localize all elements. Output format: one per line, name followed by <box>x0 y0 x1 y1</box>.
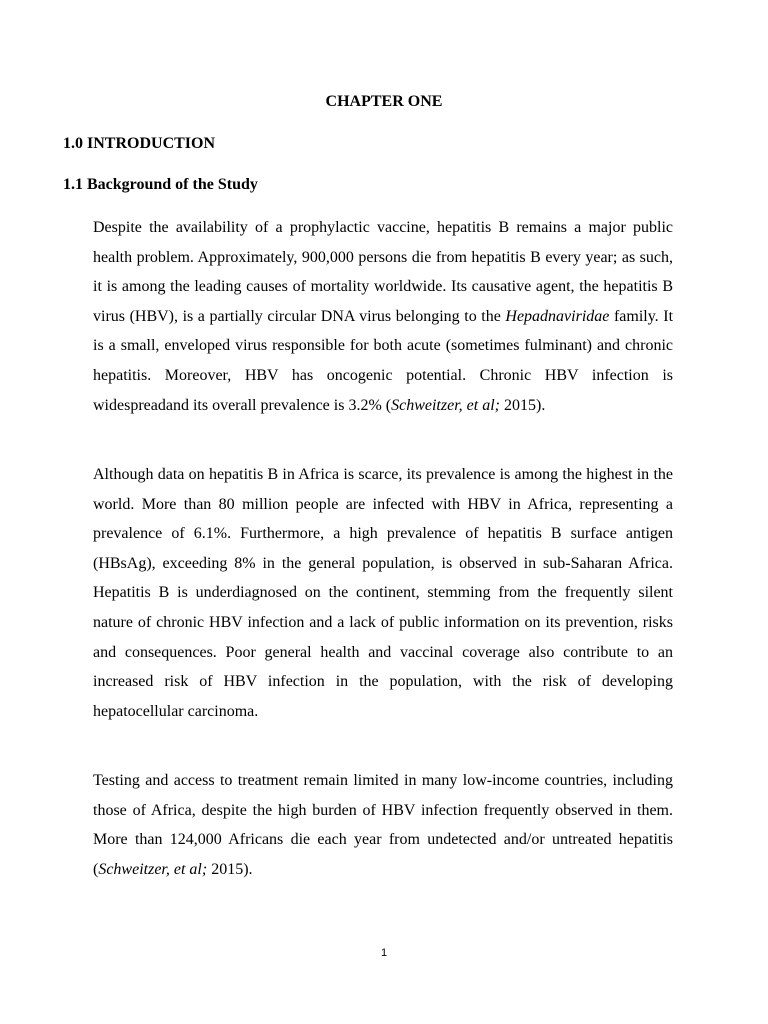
paragraph-1-text-c: 2015). <box>499 396 546 414</box>
page-number: 1 <box>380 947 388 959</box>
subsection-heading: 1.1 Background of the Study <box>63 176 258 193</box>
paragraph-3-text-b: 2015). <box>207 860 253 878</box>
section-heading: 1.0 INTRODUCTION <box>63 135 216 152</box>
paragraph-1 <box>93 213 673 420</box>
paragraph-3 <box>93 766 673 884</box>
citation: Schweitzer, et al; <box>391 396 500 414</box>
paragraph-2: Although data on hepatitis B in Africa is scarce, its prevalence is among the highest in the world. More than 80 million people are infected with HBV in Africa, representing a prevalence of 6.1%. Furthermore, a high prevalence of hepatitis B surface antigen (HBsAg), exceeding 8% in the general population, is observed in sub-Saharan Africa. Hepatitis B is underdiagnosed on the continent, stemming from the frequently silent nature of chronic HBV infection and a lack of public information on its prevention, risks and consequences. Poor general health and vaccinal coverage also contribute to an increased risk of HBV infection in the population, with the risk of developing hepatocellular carcinoma. <box>93 466 673 720</box>
taxon-name: Hepadnaviridae <box>505 307 610 325</box>
chapter-title: CHAPTER ONE <box>325 93 443 110</box>
paragraph-1-text-a: Despite the availability of a prophylactic vaccine, hepatitis B remains a major public health problem. Approximately, 900,000 persons die from hepatitis B every year; as such, it is among the leading causes of mortality worldwide. Its causative agent, the hepatitis B virus (HBV), is a partially circular DNA virus belonging to the <box>93 219 673 325</box>
citation: Schweitzer, et al; <box>98 860 208 878</box>
paragraph-3-text-a: Testing and access to treatment remain limited in many low-income countries, including those of Africa, despite the high burden of HBV infection frequently observed in them. More than 124,000 Africans die each year from undetected and/or untreated hepatitis ( <box>93 772 673 878</box>
paragraph-1-text-b: family. It is a small, enveloped virus responsible for both acute (sometimes fulminant) and chronic hepatitis. Moreover, HBV has oncogenic potential. Chronic HBV infection is widespreadand its overall prevalence is 3.2% ( <box>93 307 674 414</box>
